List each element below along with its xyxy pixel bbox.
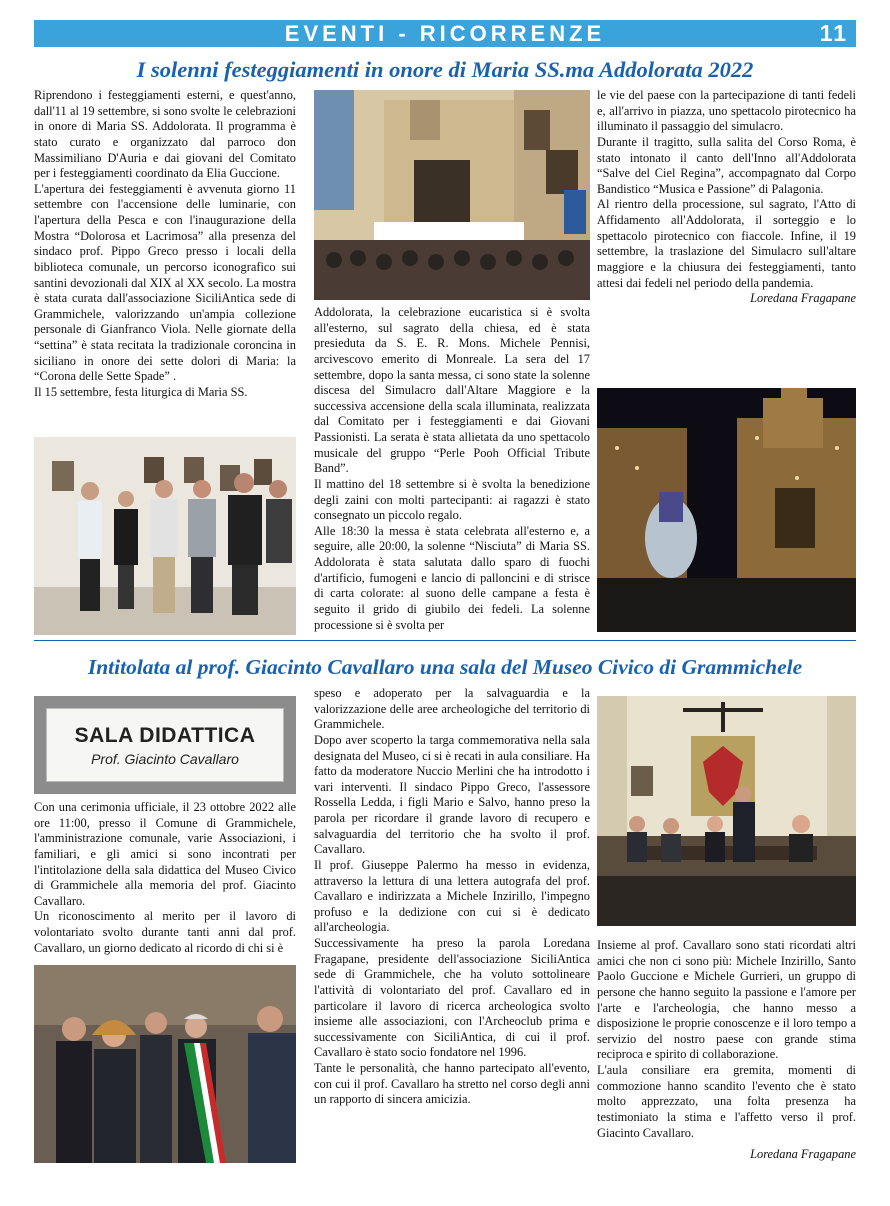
- plaque-photo: [34, 696, 296, 794]
- article1-paragraph: L'apertura dei festeggiamenti è avvenuta giorno 11 settembre con l'accensione delle luminarie, con l'apertura della Pesca e con l'inaugurazione della Mostra “Dolorosa et Lacrimosa” alla presenza del sindaco prof. Pippo Greco presso i locali della biblioteca comunale, un percorso iconografico sui santini devozionali dal XIX al XX secolo. La mostra è stata curata dall'associazione SiciliAntica sede di Grammichele, valorizzando un'ampia collezione personale di Gianfranco Viola. Nelle giornate della “settina” è stata recitata la tradizionale coroncina in siciliano in onore dei sette dolori di Maria: la “Corona delle Sette Spade” .: [34, 181, 296, 384]
- article1-title: I solenni festeggiamenti in onore di Maria SS.ma Addolorata 2022: [136, 57, 754, 82]
- article1-paragraph: Il mattino del 18 settembre si è svolta la benedizione degli zaini con molti partecipanti: ai ragazzi è stato consegnato un piccolo regalo.: [314, 476, 590, 523]
- article1-paragraph: Al rientro della processione, sul sagrato, l'Atto di Affidamento all'Addolorata, il sorteggio e lo spettacolo pirotecnico con fiaccole. Infine, il 19 settembre, la traslazione del Simulacro sull'altare maggiore e la chiusura dei festeggiamenti, tanto attesi dai fedeli nel periodo della pandemia.: [597, 197, 856, 290]
- article2-paragraph: L'aula consiliare era gremita, momenti di commozione hanno scandito l'evento che è stato molto apprezzato, una folta presenza ha testimoniato la stima e l'affetto verso il prof. Giacinto Cavallaro.: [597, 1063, 856, 1140]
- article2-paragraph: speso e adoperato per la salvaguardia e la valorizzazione delle aree archeologiche del territorio di Grammichele.: [314, 686, 590, 732]
- article2-author: Loredana Fragapane: [750, 1147, 856, 1162]
- article2-paragraph: Successivamente ha preso la parola Loredana Fragapane, presidente dell'associazione SiciliAntica sede di Grammichele, che ha voluto sottolineare l'attività di volontariato del prof. Cavallaro ed in particolare il lavoro di ricerca archeologica svolto insieme alle associazioni, con l'Archeoclub prima e successivamente con SiciliAntica, di cui il prof. Cavallaro è stato socio fondatore nel 1996.: [314, 936, 590, 1060]
- article2-column-2: [314, 686, 590, 1108]
- article2-paragraph: Con una cerimonia ufficiale, il 23 ottobre 2022 alle ore 11:00, presso il Comune di Grammichele, l'amministrazione comunale, varie Associazioni, i familiari, e gli amici si sono incontrati per l'intitolazione della sala didattica del Museo Civico di Grammichele alla memoria del prof. Giacinto Cavallaro.: [34, 800, 296, 908]
- article2-paragraph: Insieme al prof. Cavallaro sono stati ricordati altri amici che non ci sono più: Michele Inzirillo, Santo Paolo Guccione e Michele Gurrieri, un gruppo di persone che hanno seguito la passione e l'amore per l'arte e l'archeologia, che hanno messo a disposizione le proprie conoscenze e il loro tempo a servizio del nostro paese con grande stima reciproca e spirito di collaborazione.: [597, 938, 856, 1062]
- article1-paragraph: Addolorata, la celebrazione eucaristica si è svolta all'esterno, sul sagrato della chiesa, ed è stata presieduta da S. E. R. Mons. Michele Pennisi, arcivescovo emerito di Monreale. La sera del 17 settembre, dopo la santa messa, ci sono state la solenne discesa del Simulacro dall'Altare Maggiore e la successiva accensione della scala illuminata, realizzata dal Comitato per i festeggiamenti e dai Giovani Passionisti. La serata è stata allietata da uno spettacolo musicale del gruppo “Perle Pooh Official Tribute Band”.: [314, 305, 590, 476]
- photo-church-mass: [314, 90, 590, 300]
- plaque: [46, 708, 284, 782]
- article2-title: Intitolata al prof. Giacinto Cavallaro una sala del Museo Civico di Grammichele: [87, 655, 803, 679]
- plaque-title: SALA DIDATTICA: [74, 724, 256, 747]
- photo-mayor-group: [34, 965, 296, 1163]
- photo-exhibition-group: [34, 437, 296, 635]
- article1-paragraph: Riprendono i festeggiamenti esterni, e quest'anno, dall'11 al 19 settembre, si sono svolte le celebrazioni in onore di Maria SS. Addolorata. Il programma è stato curato e organizzato dal parroco don Massimiliano D'Auria e dai giovani del Comitato per i festeggiamenti coordinato da Elia Guccione.: [34, 88, 296, 181]
- article2-column-3: [597, 938, 856, 1163]
- page-number: 11: [819, 20, 848, 46]
- article1-paragraph: Il 15 settembre, festa liturgica di Maria SS.: [34, 384, 248, 399]
- article1-paragraph: Alle 18:30 la messa è stata celebrata all'esterno e, a seguire, alle 20:00, la solenne “Nisciuta” di Maria SS. Addolorata è stata salutata dallo sparo di fuochi d'artificio, fumogeni e lancio di palloncini e di strisce di carta colorate: al suono delle campane a festa è seguito il grido di giubilo dei fedeli. La solenne processione si è svolta per: [314, 523, 590, 632]
- article2-paragraph: Dopo aver scoperto la targa commemorativa nella sala designata del Museo, ci si è recati in aula consiliare. Ha fatto da moderatore Nuccio Merlini che ha introdotto i vari interventi. Il sindaco Pippo Greco, l'assessore Rossella Ledda, i figli Mario e Salvo, hanno preso la parola per ricordare il grande lavoro di recupero e salvaguardia del territorio che ha svolto il prof. Cavallaro.: [314, 732, 590, 857]
- article1-paragraph: Durante il tragitto, sulla salita del Corso Roma, è stato intonato il canto dell'Inno all'Addolorata “Salve del Ciel Regina”, accompagnato dal Corpo Bandistico “Musica e Passione” di Palagonia.: [597, 134, 856, 196]
- article2-paragraph: Tante le personalità, che hanno partecipato all'evento, con cui il prof. Cavallaro ha stretto nel corso degli anni un rapporto di sincera amicizia.: [314, 1061, 590, 1107]
- section-header: [34, 20, 856, 47]
- article1-author: Loredana Fragapane: [750, 291, 856, 306]
- article1-column-1: [34, 88, 296, 401]
- article1-paragraph: le vie del paese con la partecipazione di tanti fedeli e, all'arrivo in piazza, uno spettacolo pirotecnico ha illuminato il passaggio del simulacro.: [597, 88, 856, 134]
- article2-paragraph: Il prof. Giuseppe Palermo ha messo in evidenza, attraverso la lettura di una lettera autografa del prof. Cavallaro e indirizzata a Michele Inzirillo, l'impegno profuso e la dedizione con cui si è dedicato all'archeologia.: [314, 857, 590, 935]
- photo-night-procession: [597, 388, 856, 632]
- article1-column-2: [314, 305, 590, 633]
- section-title: EVENTI - RICORRENZE: [284, 21, 606, 46]
- article2-column-1: [34, 800, 296, 956]
- article-divider: [34, 640, 856, 641]
- photo-council-chamber: [597, 696, 856, 926]
- article2-paragraph: Un riconoscimento al merito per il lavoro di volontariato svolto durante tanti anni dal prof. Cavallaro, un giorno dedicato al ricordo di chi si è: [34, 909, 296, 955]
- article1-column-3: [597, 88, 856, 307]
- plaque-subtitle: Prof. Giacinto Cavallaro: [91, 751, 239, 767]
